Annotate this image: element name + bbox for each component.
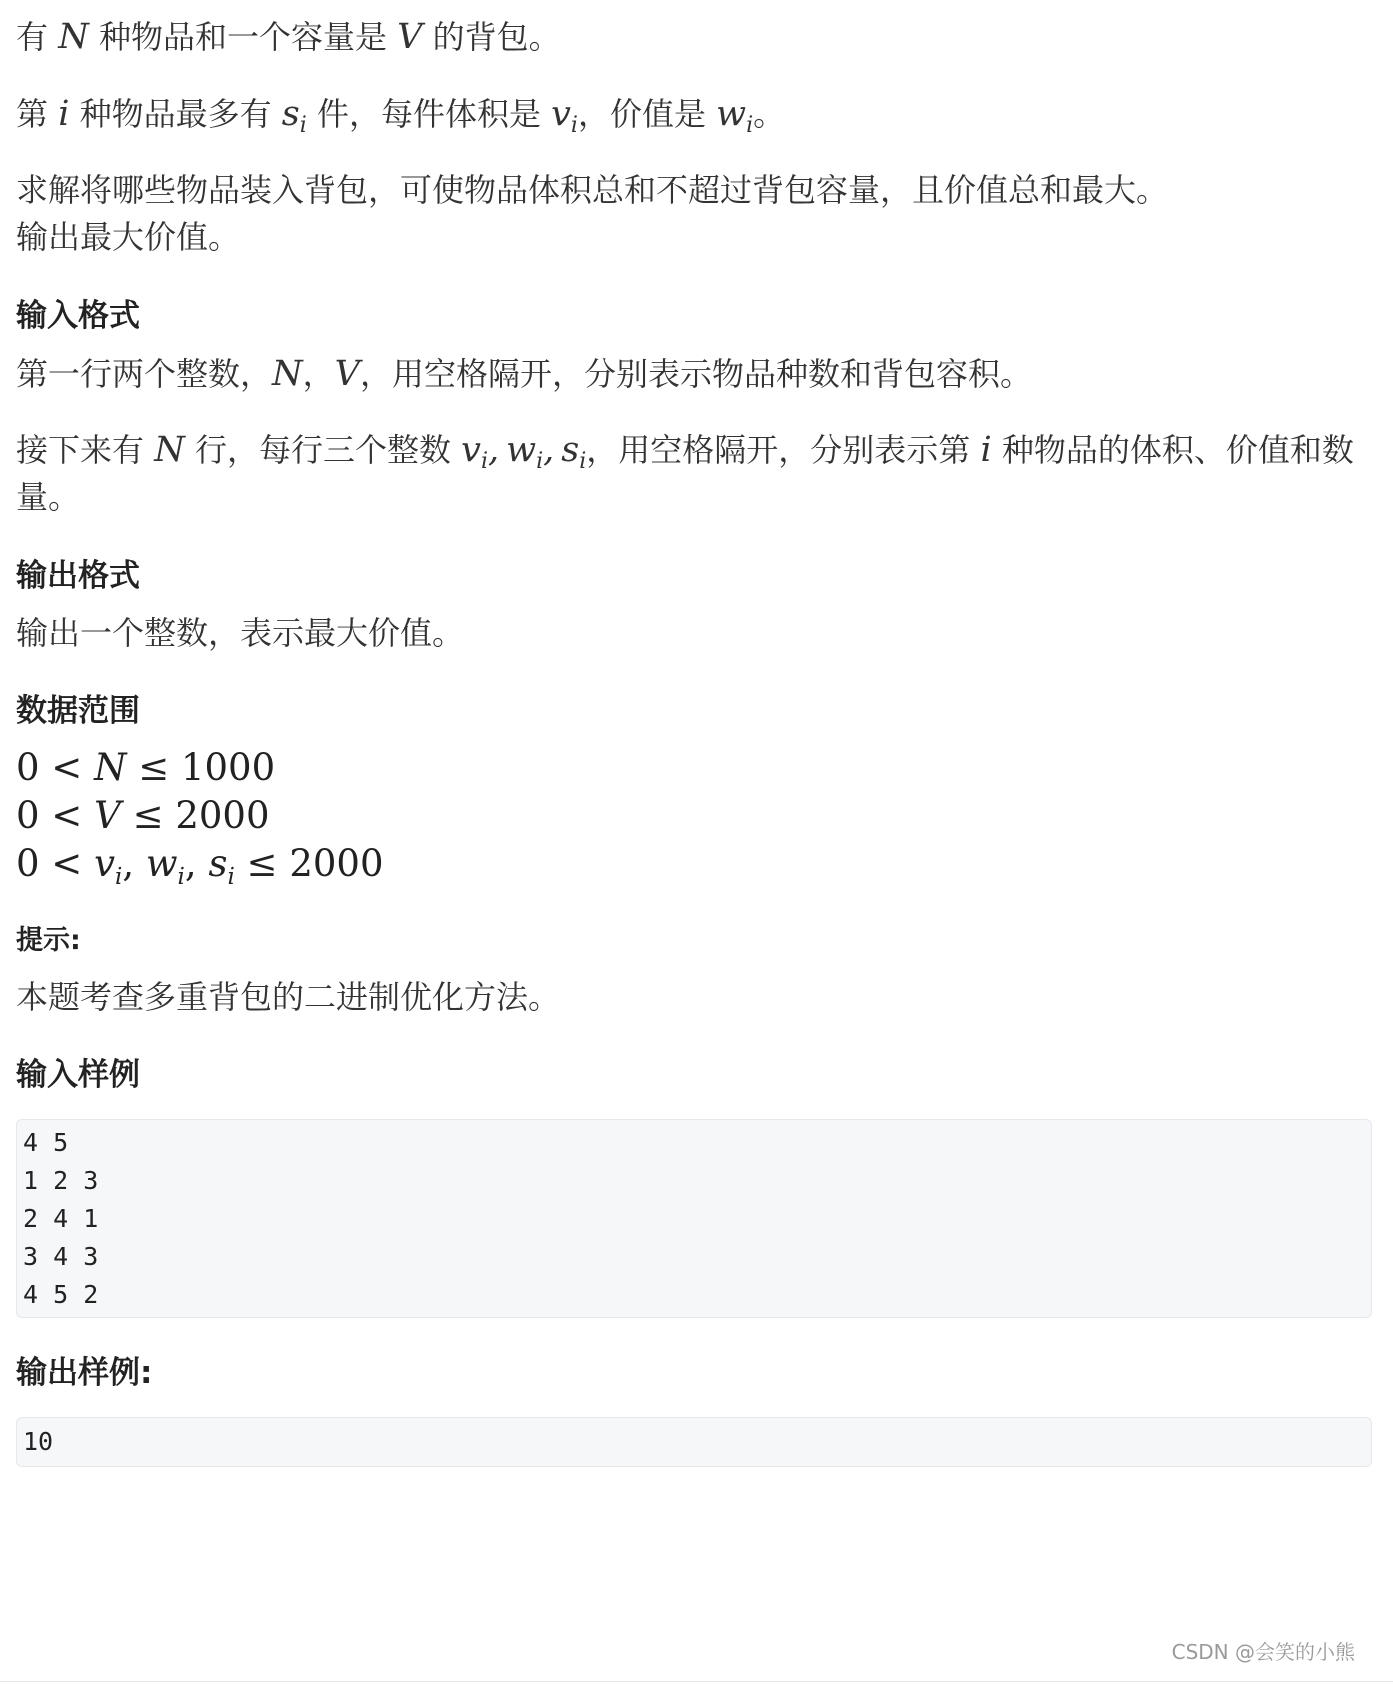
sample-output-heading: 输出样例: (16, 1355, 153, 1391)
math-w-i: $w_i$ (716, 94, 754, 138)
math-i: i (58, 94, 70, 134)
math-V: V (334, 354, 360, 394)
intro-line (16, 16, 561, 58)
math-N: N (58, 17, 89, 57)
sample-input-heading: 输入样例 (16, 1057, 140, 1093)
code-line: 3 4 3 (23, 1242, 99, 1271)
item-text: 种物品最多有 (69, 95, 282, 133)
item-line (16, 93, 786, 138)
math-N: N (154, 430, 185, 470)
input-format-line-1: 第一行两个整数，N，V，用空格隔开，分别表示物品种数和背包容积。 (16, 354, 1032, 394)
output-format-text: 输出一个整数，表示最大价值。 (16, 614, 465, 652)
intro-text: 的背包。 (422, 18, 561, 56)
csdn-watermark: CSDN @会笑的小熊 (1171, 1640, 1355, 1664)
intro-text: 种物品和一个容量是 (88, 18, 398, 56)
item-text: 第 (16, 95, 59, 133)
code-line: 2 4 1 (23, 1204, 99, 1233)
constraint-row-1: 0 < N ≤ 1000 (16, 746, 276, 789)
code-line: 1 2 3 (23, 1166, 99, 1195)
math-N: N (272, 354, 303, 394)
sample-input-block[interactable] (16, 1119, 1372, 1318)
math-V: V (397, 17, 423, 57)
hint-text: 本题考查多重背包的二进制优化方法。 (16, 978, 561, 1016)
footer-divider (0, 1681, 1393, 1682)
item-text: 。 (753, 95, 786, 133)
math-vws-i: $v_i$, $w_i$, $s_i$ (461, 430, 587, 474)
math-s-i: $s_i$ (281, 94, 307, 138)
goal-line-2: 输出最大价值。 (16, 218, 241, 256)
input-format-line-2: 接下来有 N 行，每行三个整数 $v_i$, $w_i$, $s_i$，用空格隔开，分别表示第 i 种物品的体积、价值和数 (16, 430, 1354, 474)
math-i: i (980, 430, 992, 470)
math-v-i: $v_i$ (551, 94, 578, 138)
constraint-row-3: $0 < v_i$, $w_i$, $s_i \le 2000$ (16, 842, 384, 890)
input-format-line-3: 量。 (16, 478, 81, 516)
constraint-row-2: 0 < V ≤ 2000 (16, 794, 270, 837)
hint-heading: 提示: (16, 925, 81, 956)
code-line: 4 5 (23, 1128, 69, 1157)
code-line: 10 (23, 1427, 54, 1456)
item-text: ，价值是 (577, 95, 717, 133)
constraints-heading: 数据范围 (16, 693, 140, 729)
sample-output-block[interactable] (16, 1417, 1372, 1467)
item-text: 件，每件体积是 (306, 95, 552, 133)
intro-text: 有 (16, 18, 59, 56)
code-line: 4 5 2 (23, 1280, 99, 1309)
goal-line-1: 求解将哪些物品装入背包，可使物品体积总和不超过背包容量，且价值总和最大。 (16, 171, 1169, 209)
output-format-heading: 输出格式 (16, 558, 140, 594)
input-format-heading: 输入格式 (16, 298, 140, 334)
